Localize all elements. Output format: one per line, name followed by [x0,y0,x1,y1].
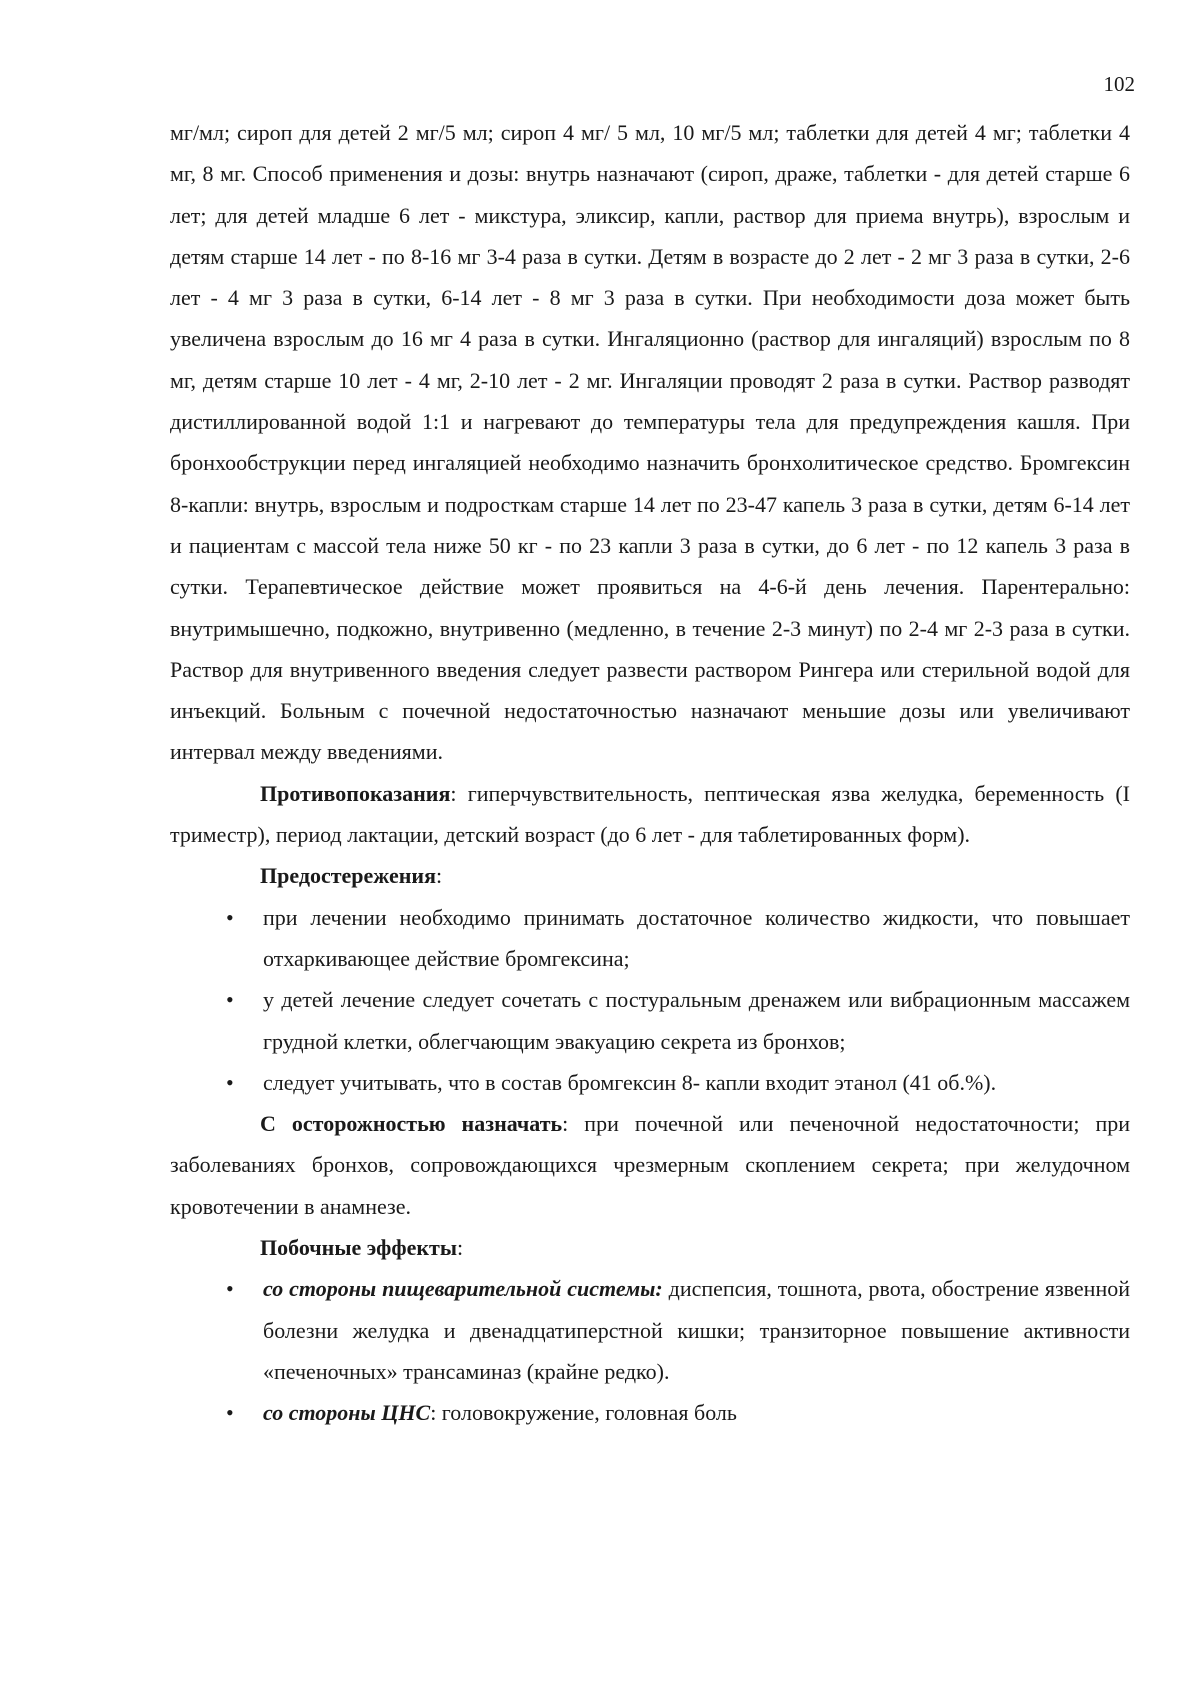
side-effects-heading: Побочные эффекты [260,1235,458,1261]
contraindications-separator: : [450,780,457,806]
side-effect-text: диспепсия, тошнота, рвота, обострение язвенной болезни желудка и двенадцатиперстной кишки; транзиторное повышение активности «печеночных» трансаминаз (крайне редко). [263,1276,1130,1384]
list-item: • у детей лечение следует сочетать с постуральным дренажем или вибрационным массажем грудной клетки, облегчающим эвакуацию секрета из бронхов; [260,979,1130,1062]
list-item: • следует учитывать, что в состав бромгексин 8- капли входит этанол (41 об.%). [260,1062,1130,1103]
contraindications-paragraph [170,773,1130,856]
list-item [260,1268,1130,1392]
contraindications-text: гиперчувствительность, пептическая язва желудка, беременность (I триместр), период лактации, детский возраст (до 6 лет - для таблетированных форм). [170,780,1130,848]
caution-paragraph [170,1103,1130,1227]
caution-text: : при почечной или печеночной недостаточности; при заболеваниях бронхов, сопровождающихся чрезмерным скоплением секрета; при желудочном кровотечении в анамнезе. [170,1111,1131,1219]
precautions-heading-line [170,855,1130,896]
dosage-paragraph: мг/мл; сироп для детей 2 мг/5 мл; сироп 4 мг/ 5 мл, 10 мг/5 мл; таблетки для детей 4 мг; таблетки 4 мг, 8 мг. Способ применения и дозы: внутрь назначают (сироп, драже, таблетки - для детей старше 6 лет; для детей младше 6 лет - микстура, эликсир, капли, раствор для приема внутрь), взрослым и детям старше 14 лет - по 8-16 мг 3-4 раза в сутки. Детям в возрасте до 2 лет - 2 мг 3 раза в сутки, 2-6 лет - 4 мг 3 раза в сутки, 6-14 лет - 8 мг 3 раза в сутки. При необходимости доза может быть увеличена взрослым до 16 мг 4 раза в сутки. Ингаляционно (раствор для ингаляций) взрослым по 8 мг, детям старше 10 лет - 4 мг, 2-10 лет - 2 мг. Ингаляции проводят 2 раза в сутки. Раствор разводят дистиллированной водой 1:1 и нагревают до температуры тела для предупреждения кашля. При бронхообструкции перед ингаляцией необходимо назначить бронхолитическое средство. Бромгексин 8-капли: внутрь, взрослым и подросткам старше 14 лет по 23-47 капель 3 раза в сутки, детям 6-14 лет и пациентам с массой тела ниже 50 кг - по 23 капли 3 раза в сутки, до 6 лет - по 12 капель 3 раза в сутки. Терапевтическое действие может проявиться на 4-6-й день лечения. Парентерально: внутримышечно, подкожно, внутривенно (медленно, в течение 2-3 минут) по 2-4 мг 2-3 раза в сутки. Раствор для внутривенного введения следует развести раствором Рингера или стерильной водой для инъекций. Больным с почечной недостаточностью назначают меньшие дозы или увеличивают интервал между введениями. [170,120,1130,765]
list-item [260,1392,1130,1433]
page-number: 102 [1103,72,1135,96]
side-effects-list [170,1268,1130,1433]
precautions-separator: : [435,863,443,889]
side-effects-separator: : [457,1235,464,1261]
contraindications-heading: Противопоказания [260,780,451,806]
side-effect-text: : головокружение, головная боль [430,1400,737,1426]
document-body [170,112,1130,1434]
precautions-heading: Предостережения [260,863,436,889]
list-item: • при лечении необходимо принимать достаточное количество жидкости, что повышает отхаркивающее действие бромгексина; [260,897,1130,980]
precautions-list [170,897,1130,1103]
caution-heading: С осторожностью назначать [260,1111,563,1137]
side-effect-system-label: со стороны пищеварительной системы: [263,1276,663,1302]
side-effect-system-label: со стороны ЦНС [263,1400,431,1426]
side-effects-heading-line [170,1227,1130,1268]
